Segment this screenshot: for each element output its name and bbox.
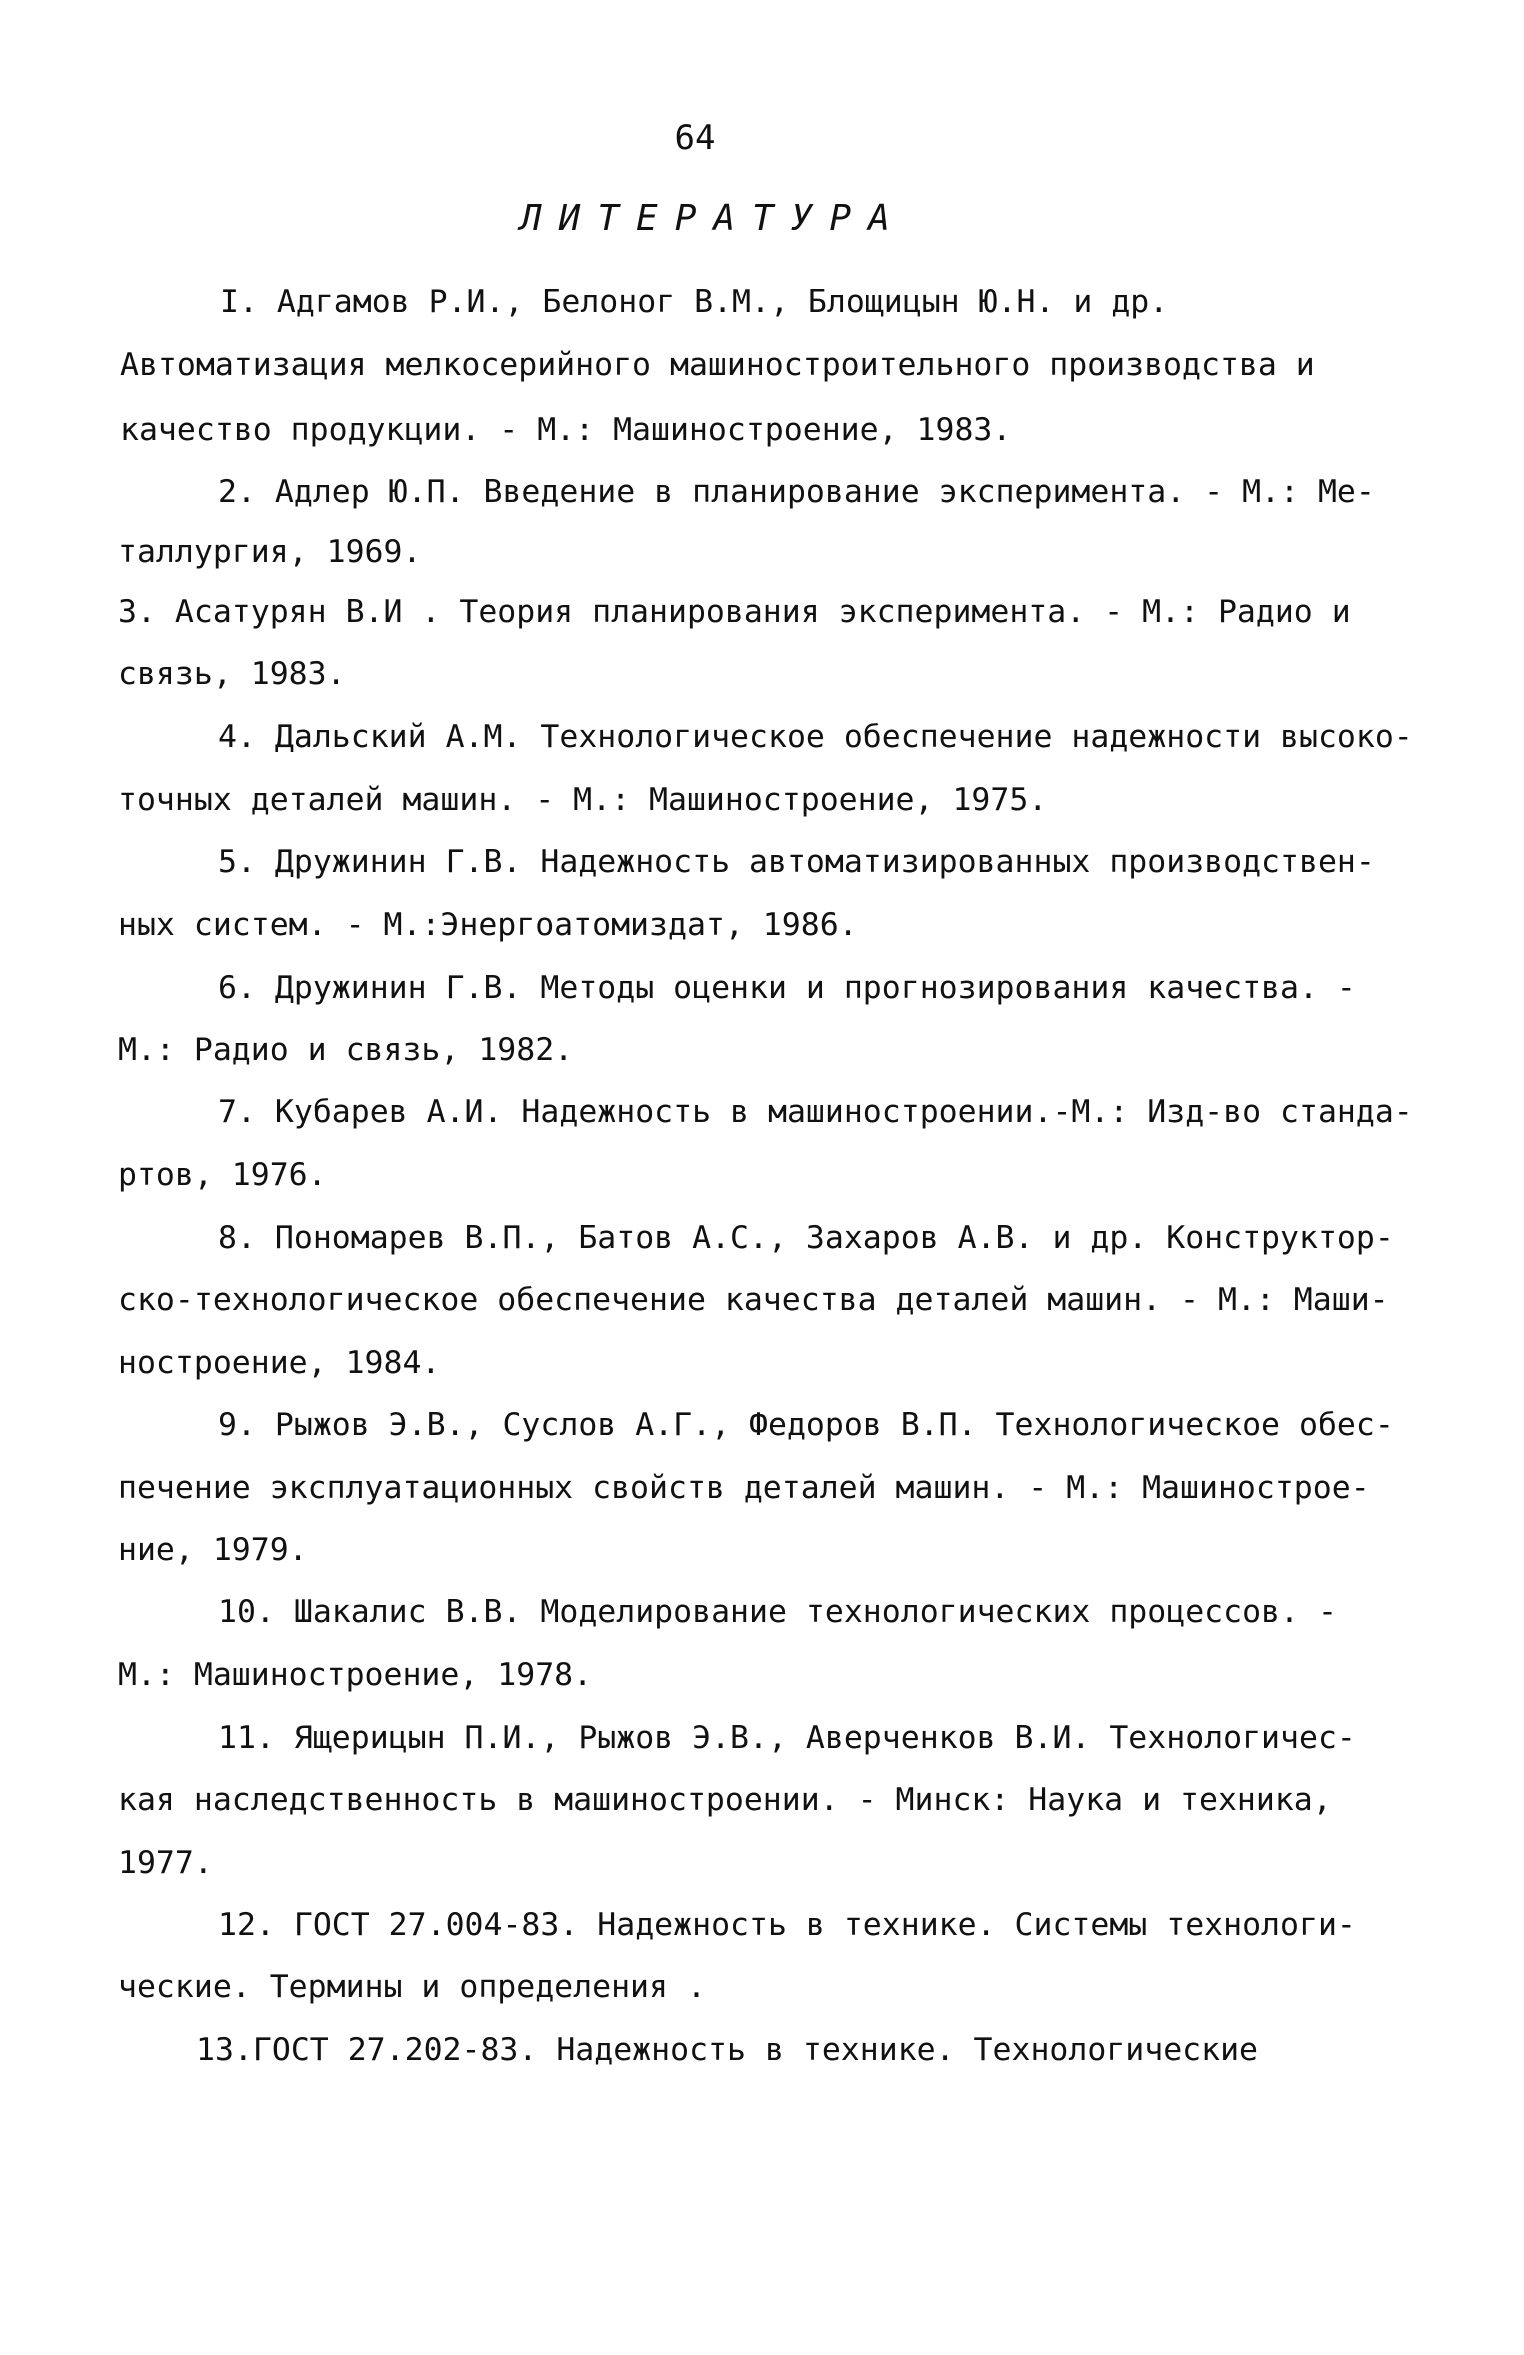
ref-1-line-3: качество продукции. - М.: Машиностроение, 1983. (120, 412, 1012, 448)
ref-13-line-1: 13.ГОСТ 27.202-83. Надежность в технике. Технологические (196, 2032, 1259, 2068)
ref-1-line-1: I. Адгамов Р.И., Белоног В.М., Блощицын Ю.Н. и др. (220, 284, 1169, 320)
page-number: 64 (674, 118, 716, 158)
ref-10-line-2: М.: Машиностроение, 1978. (118, 1657, 593, 1693)
ref-3-line-2: связь, 1983. (118, 656, 346, 692)
ref-8-line-2: ско-технологическое обеспечение качества деталей машин. - М.: Маши- (118, 1282, 1389, 1318)
ref-11-line-3: 1977. (118, 1845, 213, 1881)
ref-9-line-1: 9. Рыжов Э.В., Суслов А.Г., Федоров В.П. Технологическое обес- (218, 1407, 1394, 1443)
ref-11-line-2: кая наследственность в машиностроении. - Минск: Наука и техника, (118, 1782, 1332, 1818)
ref-7-line-1: 7. Кубарев А.И. Надежность в машиностроении.-М.: Изд-во станда- (218, 1094, 1413, 1130)
ref-8-line-3: ностроение, 1984. (118, 1345, 441, 1381)
ref-12-line-1: 12. ГОСТ 27.004-83. Надежность в технике. Системы технологи- (218, 1907, 1356, 1943)
ref-4-line-2: точных деталей машин. - М.: Машиностроение, 1975. (118, 782, 1048, 818)
ref-2-line-1: 2. Адлер Ю.П. Введение в планирование эксперимента. - М.: Ме- (218, 474, 1375, 510)
ref-5-line-1: 5. Дружинин Г.В. Надежность автоматизированных производствен- (218, 844, 1375, 880)
ref-1-line-2: Автоматизация мелкосерийного машиностроительного производства и (120, 347, 1315, 383)
ref-2-line-2: таллургия, 1969. (118, 534, 422, 570)
ref-10-line-1: 10. Шакалис В.В. Моделирование технологических процессов. - (218, 1594, 1337, 1630)
ref-12-line-2: ческие. Термины и определения . (118, 1969, 706, 2005)
ref-6-line-1: 6. Дружинин Г.В. Методы оценки и прогнозирования качества. - (218, 970, 1356, 1006)
section-heading: ЛИТЕРАТУРА (520, 198, 907, 239)
ref-9-line-3: ние, 1979. (118, 1532, 308, 1568)
ref-5-line-2: ных систем. - М.:Энергоатомиздат, 1986. (118, 907, 858, 943)
ref-7-line-2: ртов, 1976. (118, 1157, 327, 1193)
ref-9-line-2: печение эксплуатационных свойств деталей машин. - М.: Машинострое- (118, 1470, 1370, 1506)
ref-8-line-1: 8. Пономарев В.П., Батов А.С., Захаров А.В. и др. Конструктор- (218, 1220, 1394, 1256)
ref-3-line-1: 3. Асатурян В.И . Теория планирования эксперимента. - М.: Радио и (118, 594, 1351, 630)
ref-11-line-1: 11. Ящерицын П.И., Рыжов Э.В., Аверченков В.И. Технологичес- (218, 1720, 1356, 1756)
ref-4-line-1: 4. Дальский А.М. Технологическое обеспечение надежности высоко- (218, 719, 1413, 755)
ref-6-line-2: М.: Радио и связь, 1982. (118, 1032, 574, 1068)
